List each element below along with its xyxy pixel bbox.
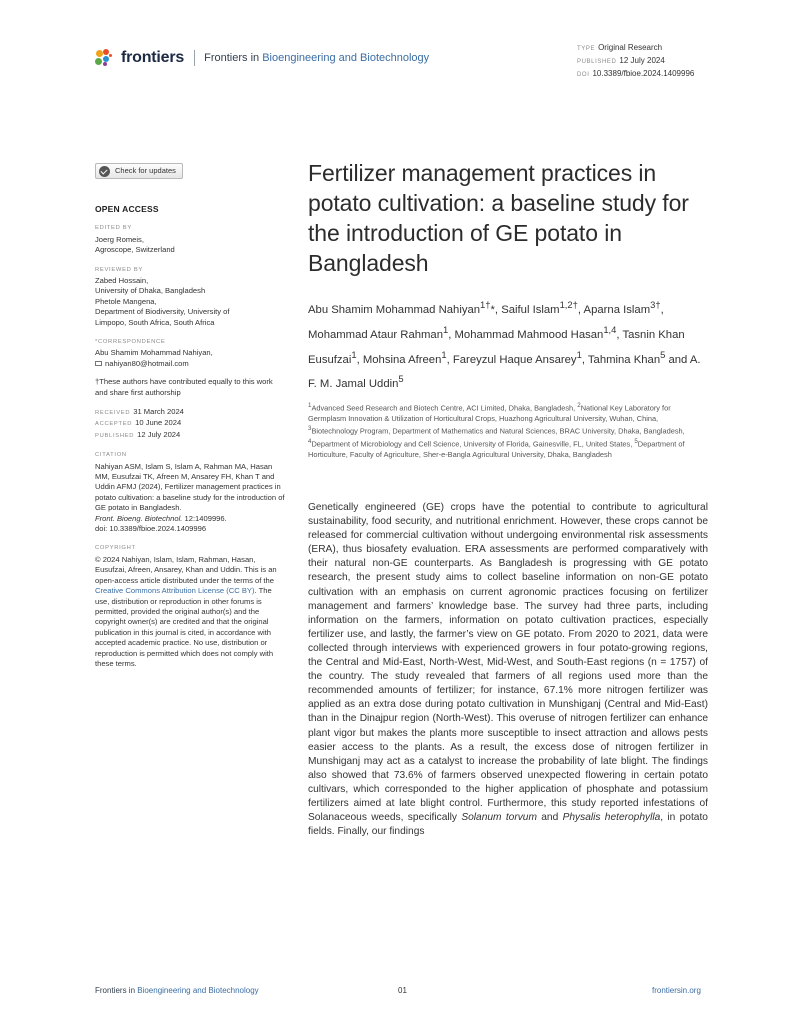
open-access-label: OPEN ACCESS bbox=[95, 203, 159, 214]
article-dates: RECEIVED 31 March 2024 ACCEPTED 10 June 2024 PUBLISHED 12 July 2024 bbox=[95, 407, 184, 439]
check-updates-button[interactable]: Check for updates bbox=[95, 163, 183, 179]
copyright-label: COPYRIGHT bbox=[95, 545, 136, 552]
article-type: TYPE Original Research bbox=[577, 43, 663, 52]
article-published: PUBLISHED 12 July 2024 bbox=[577, 56, 665, 65]
footer-journal[interactable]: Frontiers in Bioengineering and Biotechnology bbox=[95, 986, 259, 995]
citation-label: CITATION bbox=[95, 452, 127, 459]
mail-icon bbox=[95, 361, 102, 366]
footer-site-link[interactable]: frontiersin.org bbox=[652, 986, 701, 995]
article-doi[interactable]: DOI 10.3389/fbioe.2024.1409996 bbox=[577, 69, 695, 78]
copyright-text: © 2024 Nahiyan, Islam, Islam, Rahman, Hasan, Eusufzai, Afreen, Ansarey, Khan and Uddin. This is an open-access article distributed under the terms of the Creative Commons Attribution License (CC BY). The use, distribution or reproduction in other forums is permitted, provided the original author(s) and the copyright owner(s) are credited and that the original publication in this journal is cited, in accordance with accepted academic practice. No use, distribution or reproduction is permitted which does not comply with these terms. bbox=[95, 554, 277, 668]
edited-by-label: EDITED BY bbox=[95, 225, 132, 232]
journal-title[interactable]: Frontiers in Bioengineering and Biotechnology bbox=[204, 52, 430, 64]
reviewer-info: Zabed Hossain, University of Dhaka, Bangladesh Phetole Mangena, Department of Biodiversity, University of Limpopo, South Africa, South Africa bbox=[95, 275, 230, 327]
page-number: 01 bbox=[398, 986, 407, 995]
citation-doi[interactable]: doi: 10.3389/fbioe.2024.1409996 bbox=[95, 524, 207, 534]
abstract: Genetically engineered (GE) crops have the potential to contribute to agricultural sustainability, food security, and nutritional enrichment. However, these crops cannot be released for commercial cultivation without undergoing environmental risk assessments (ERA), thus biosafety evaluation. ERA assessments are performed comparatively with their natural non-GE counterparts. As Bangladesh is progressing with GE potato research, the present study aims to collect baseline information on non-GE potato cultivation with an emphasis on current agronomic practices focusing on fertilizer management and farmers’ knowledge base. The survey had three parts, including information on the farmers, information on potato cultivation practices, especially fertilizer use, and lastly, the farmer’s view on GE potato. From 2020 to 2021, data were collected through interviews with experienced growers in four potato-growing regions, the Central and Mid-East, North-West, Mid-West, and South-East regions (n = 1757) of the country. The study revealed that farmers of all regions used more than the recommended amounts of fertilizer; for instance, 67.1% more nitrogen fertilizer was applied as an extra dose during potato cultivation in Munshiganj (Central and Mid-East) than in the Dinajpur region (North-West). This overuse of nitrogen fertilizer can enhance plant vigor but makes the plants more susceptible to insect attraction and allows pests easier access to the plants. As a result, the excess dose of nitrogen fertilizer in Munshiganj may act as a catalyst to increase the probability of late blight. The findings also showed that 73.6% of farmers observed unexpected flowering in certain potato cultivars, which corresponded to the higher application of phosphate and potassium fertilizers aimed at late blight control. Furthermore, this study reported infestations of Solanaceous weeds, specifically Solanum torvum and Physalis heterophylla, in potato fields. Finally, our findings bbox=[308, 502, 708, 838]
cc-license-link[interactable]: Creative Commons Attribution License (CC BY) bbox=[95, 586, 255, 596]
article-sidebar bbox=[95, 163, 285, 669]
correspondence-label: *CORRESPONDENCE bbox=[95, 338, 166, 345]
article-title: Fertilizer management practices in potato cultivation: a baseline study for the introduction of GE potato in Bangladesh bbox=[308, 160, 689, 276]
check-badge-icon bbox=[99, 166, 110, 177]
reviewed-by-label: REVIEWED BY bbox=[95, 266, 143, 273]
affiliations: $^1$Advanced Seed Research and Biotech Centre, ACI Limited, Dhaka, Bangladesh, $^2$National Key Laboratory for Germplasm Innovation & Utilization of Horticultural Crops, Huazhong Agricultural University, Wuhan, China, $^3$Biotechnology Program, Department of Mathematics and Natural Sciences, BRAC University, Dhaka, Bangladesh, $^4$Department of Microbiology and Cell Science, University of Florida, Gainesville, FL, United States, $^5$Department of Horticulture, Faculty of Agriculture, Sher-e-Bangla Agricultural University, Dhaka, Bangladesh bbox=[308, 402, 685, 460]
correspondence-info: Abu Shamim Mohammad Nahiyan, nahiyan80@hotmail.com bbox=[95, 348, 285, 369]
author-list: Abu Shamim Mohammad Nahiyan$^{1\dagger}$*, Saiful Islam$^{1,2\dagger}$, Aparna Islam$^{3\dagger}$, Mohammad Ataur Rahman$^1$, Mohammad Mahmood Hasan$^{1,4}$, Tasnin Khan Eusufzai$^1$, Mohsina Afreen$^1$, Fareyzul Haque Ansarey$^1$, Tahmina Khan$^5$ and A. F. M. Jamal Uddin$^5$ bbox=[308, 299, 701, 391]
article-meta bbox=[577, 42, 694, 81]
equal-contribution-note: †These authors have contributed equally to this work and share first authorship bbox=[95, 377, 273, 397]
logo-wordmark: frontiers bbox=[121, 49, 185, 66]
journal-brand bbox=[95, 49, 429, 67]
brand-divider bbox=[194, 50, 195, 66]
frontiers-logo-icon bbox=[95, 49, 117, 67]
citation-text: Nahiyan ASM, Islam S, Islam A, Rahman MA, Hasan MM, Eusufzai TK, Afreen M, Ansarey FH, Khan T and Uddin AFMJ (2024), Fertilizer management practices in potato cultivation: a baseline study for the introduction of GE potato in Bangladesh. Front. Bioeng. Biotechnol. 12:1409996. doi: 10.3389/fbioe.2024.1409996 bbox=[95, 461, 285, 534]
editor-info: Joerg Romeis, Agroscope, Switzerland bbox=[95, 234, 175, 255]
correspondence-email[interactable]: nahiyan80@hotmail.com bbox=[95, 359, 285, 369]
